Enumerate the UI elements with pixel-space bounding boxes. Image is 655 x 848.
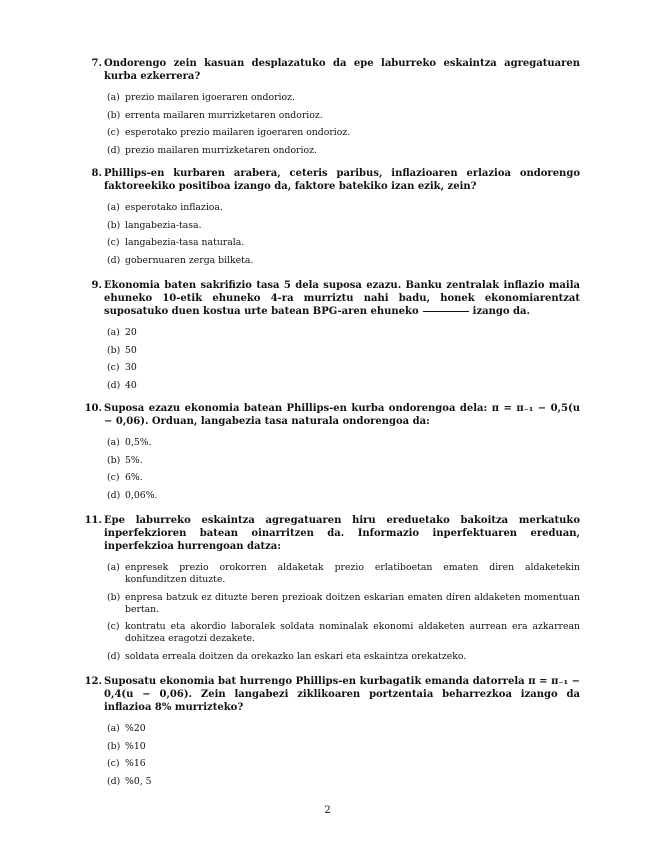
options-list xyxy=(107,92,580,157)
option-label: (c) xyxy=(107,127,120,138)
option-item xyxy=(107,345,580,357)
option-text: prezio mailaren murrizketaren ondorioz. xyxy=(125,144,317,156)
question-number: 10. xyxy=(84,403,102,414)
question-10 xyxy=(80,402,580,507)
option-text: esperotako inflazioa. xyxy=(125,202,223,213)
option-label: (c) xyxy=(107,621,120,632)
option-text: 0,06%. xyxy=(125,489,158,501)
option-text: errenta mailaren murrizketaren ondorioz. xyxy=(125,109,323,121)
question-number: 11. xyxy=(84,515,102,526)
option-label: (b) xyxy=(107,109,121,121)
option-item xyxy=(107,455,580,467)
option-item xyxy=(107,437,580,449)
option-text: 40 xyxy=(125,379,137,391)
option-text: langabezia-tasa naturala. xyxy=(125,237,245,248)
option-label: (a) xyxy=(107,92,120,103)
options-list xyxy=(107,562,580,663)
option-item xyxy=(107,592,580,616)
options-list xyxy=(107,327,580,392)
question-number: 8. xyxy=(91,168,102,179)
question-number: 9. xyxy=(91,280,102,291)
question-text-after: izango da. xyxy=(472,306,530,317)
question-number: 7. xyxy=(91,58,102,69)
option-text: %10 xyxy=(125,740,146,752)
question-text: Ondorengo zein kasuan desplazatuko da epe laburreko eskaintza agregatuaren kurba ezkerrera? xyxy=(104,58,580,82)
option-text: enpresa batzuk ez dituzte beren prezioak doitzen eskarian ematen diren aldaketen momentuan bertan. xyxy=(125,591,580,615)
option-item xyxy=(107,776,580,788)
option-item xyxy=(107,220,580,232)
option-label: (a) xyxy=(107,202,120,213)
option-label: (d) xyxy=(107,489,121,501)
option-item xyxy=(107,380,580,392)
options-list xyxy=(107,723,580,788)
option-label: (b) xyxy=(107,219,121,231)
option-label: (b) xyxy=(107,344,121,356)
option-item xyxy=(107,758,580,770)
option-item xyxy=(107,723,580,735)
option-item xyxy=(107,237,580,249)
option-item xyxy=(107,741,580,753)
option-label: (c) xyxy=(107,758,120,769)
option-text: langabezia-tasa. xyxy=(125,219,202,231)
option-label: (a) xyxy=(107,327,120,338)
option-item xyxy=(107,472,580,484)
option-text: 50 xyxy=(125,344,137,356)
question-12 xyxy=(80,675,580,793)
question-8 xyxy=(80,167,580,272)
option-item xyxy=(107,362,580,374)
option-text: 6%. xyxy=(125,472,143,483)
option-item xyxy=(107,327,580,339)
option-label: (b) xyxy=(107,454,121,466)
option-text: soldata erreala doitzen da orekazko lan eskari eta eskaintza orekatzeko. xyxy=(125,650,467,662)
option-item xyxy=(107,255,580,267)
option-item xyxy=(107,651,580,663)
option-label: (d) xyxy=(107,254,121,266)
option-text: %20 xyxy=(125,723,146,734)
question-text: Suposa ezazu ekonomia batean Phillips-en kurba ondorengoa dela: π = π₋₁ − 0,5(u − 0,06). Orduan, langabezia tasa naturala ondorengoa da: xyxy=(104,403,580,427)
option-item xyxy=(107,562,580,586)
question-number: 12. xyxy=(84,676,102,687)
option-item xyxy=(107,127,580,139)
option-item xyxy=(107,202,580,214)
option-label: (d) xyxy=(107,650,121,662)
option-text: gobernuaren zerga bilketa. xyxy=(125,254,254,266)
answer-blank xyxy=(423,311,469,312)
option-text: enpresek prezio orokorren aldaketak prezio erlatiboetan ematen diren aldaketekin konfunditzen dituzte. xyxy=(125,562,580,585)
question-text xyxy=(104,279,580,318)
option-item xyxy=(107,621,580,645)
option-text: 30 xyxy=(125,362,137,373)
option-text: 20 xyxy=(125,327,137,338)
option-label: (c) xyxy=(107,472,120,483)
option-text: 0,5%. xyxy=(125,437,152,448)
option-label: (d) xyxy=(107,775,121,787)
option-item xyxy=(107,490,580,502)
option-text: kontratu eta akordio laboralek soldata nominalak ekonomi aldaketen aurrean era azkarrean dohitzea eragotzi dezakete. xyxy=(125,621,580,644)
option-label: (d) xyxy=(107,144,121,156)
option-item xyxy=(107,92,580,104)
option-label: (c) xyxy=(107,362,120,373)
option-label: (b) xyxy=(107,591,121,603)
option-label: (a) xyxy=(107,723,120,734)
option-text: 5%. xyxy=(125,454,143,466)
option-text: %0, 5 xyxy=(125,775,152,787)
question-text: Phillips-en kurbaren arabera, ceteris paribus, inflazioaren erlazioa ondorengo faktoreekiko positiboa izango da, faktore batekiko izan ezik, zein? xyxy=(104,168,580,192)
page-number: 2 xyxy=(324,805,331,816)
options-list xyxy=(107,437,580,502)
option-item xyxy=(107,110,580,122)
question-text-before: Ekonomia baten sakrifizio tasa 5 dela suposa ezazu. Banku zentralak inflazio maila ehuneko 10-etik ehuneko 4-ra murriztu nahi badu, honek ekonomiarentzat suposatuko duen kostua urte batean BPG-aren ehuneko xyxy=(104,280,580,317)
question-11 xyxy=(80,514,580,668)
options-list xyxy=(107,202,580,267)
question-text: Epe laburreko eskaintza agregatuaren hiru ereduetako bakoitza merkatuko inperfekzioren batean oinarritzen da. Informazio inperfektuaren ereduan, inperfekzioa hurrengoan datza: xyxy=(104,515,580,552)
question-text: Suposatu ekonomia bat hurrengo Phillips-en kurbagatik emanda datorrela π = π₋₁ − 0,4(u − 0,06). Zein langabezi ziklikoaren portzentaia beharrezkoa izango da inflazioa 8% murrizteko? xyxy=(104,676,580,713)
option-label: (a) xyxy=(107,437,120,448)
option-text: esperotako prezio mailaren igoeraren ondorioz. xyxy=(125,127,351,138)
question-7 xyxy=(80,57,580,162)
option-label: (a) xyxy=(107,562,120,573)
option-label: (b) xyxy=(107,740,121,752)
option-label: (c) xyxy=(107,237,120,248)
question-9 xyxy=(80,279,580,397)
option-text: %16 xyxy=(125,758,146,769)
option-item xyxy=(107,145,580,157)
option-text: prezio mailaren igoeraren ondorioz. xyxy=(125,92,295,103)
option-label: (d) xyxy=(107,379,121,391)
